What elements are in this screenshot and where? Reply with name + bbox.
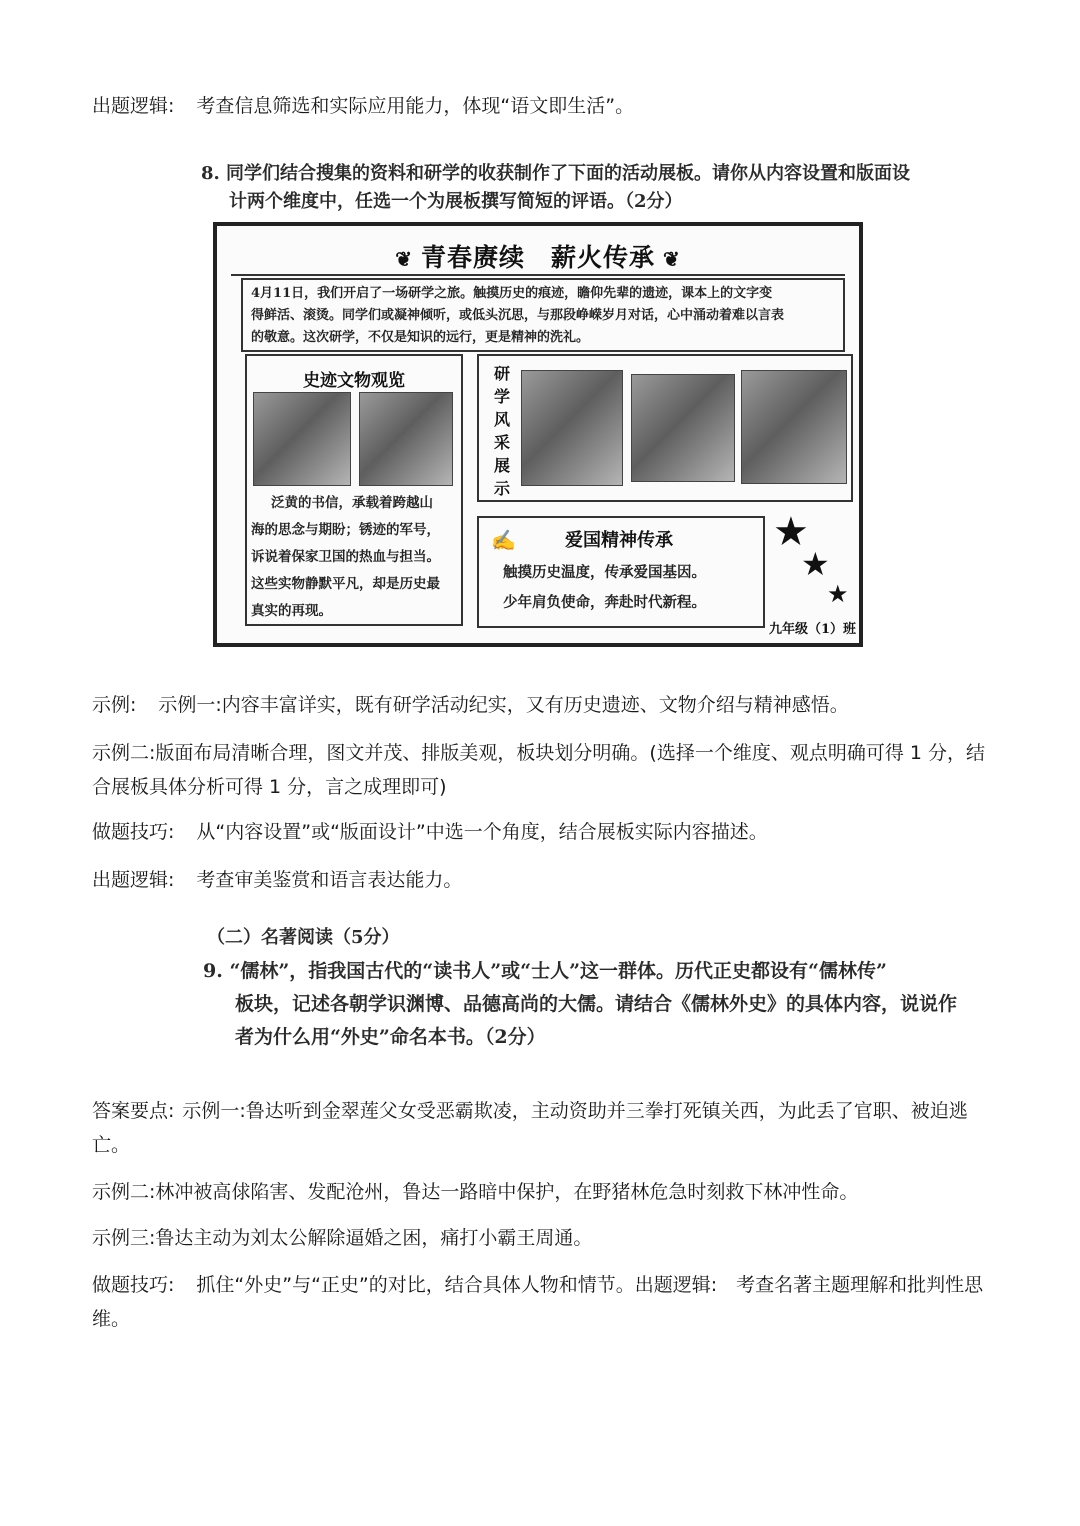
study-tour-photo [741,370,847,484]
tip-label: 做题技巧: [92,821,175,843]
pen-icon: ✍ [491,528,516,552]
q8-line-2: 计两个维度中，任选一个为展板撰写简短的评语。（2分） [229,191,683,212]
letters-photo [253,392,351,486]
board-intro-box [241,278,845,352]
tip-text: 从“内容设置”或“版面设计”中选一个角度，结合展板实际内容描述。 [196,821,768,843]
class-label: 九年级（1）班 [769,622,857,637]
patriot-text [503,558,706,618]
study-tour-title-char: 研 [493,364,510,383]
q8-logic [92,863,462,897]
logic-text: 考查信息筛选和实际应用能力，体现“语文即生活”。 [196,95,635,117]
bugle-photo [359,392,453,486]
leaf-ornament-icon: ❦ [395,247,413,271]
board-intro-line: 得鲜活、滚烫。同学们或凝神倾听，或低头沉思，与那段峥嵘岁月对话，心中涌动着难以言表 [251,308,785,323]
q9-example1 [92,1094,1002,1162]
q9-example3: 示例三:鲁达主动为刘太公解除逼婚之困，痛打小霸王周通。 [92,1227,593,1249]
leaf-ornament-icon: ❦ [663,247,681,271]
study-tour-title-char: 风 [493,410,510,429]
key-points-label: 答案要点: [92,1100,175,1122]
patriot-line: 少年肩负使命，奔赴时代新程。 [503,594,706,611]
star-icon: ★ [827,580,849,608]
q8-example1 [92,688,849,722]
star-icon: ★ [801,545,830,583]
board-title-row [217,238,859,274]
q8-example2: 示例二:版面布局清晰合理，图文并茂、排版美观，板块划分明确。(选择一个维度、观点明确可得 1 分，结合展板具体分析可得 1 分，言之成理即可) [92,742,985,798]
logic-text: 考查审美鉴赏和语言表达能力。 [196,869,463,891]
study-tour-title-char: 学 [493,387,510,406]
q9-line-3: 者为什么用“外史”命名本书。（2分） [235,1026,546,1048]
q8-line-1: 8. 同学们结合搜集的资料和研学的收获制作了下面的活动展板。请你从内容设置和版面设 [201,163,911,184]
logic-line-top [92,89,634,123]
q9-section-title: （二）名著阅读（5分） [207,927,400,948]
tip-label: 做题技巧: [92,1274,175,1296]
example1-text: 示例一:内容丰富详实，既有研学活动纪实，又有历史遗迹、文物介绍与精神感悟。 [158,694,849,716]
board-intro-line: 的敬意。这次研学，不仅是知识的远行，更是精神的洗礼。 [251,330,590,345]
study-tour-panel [477,354,853,502]
q8-tip [92,815,768,849]
relics-title: 史迹文物观览 [303,371,405,391]
study-tour-title-char: 示 [493,479,510,498]
patriot-panel [477,516,765,628]
relics-caption-line: 诉说着保家卫国的热血与担当。 [251,549,440,565]
q9-line-2: 板块，记述各朝学识渊博、品德高尚的大儒。请结合《儒林外史》的具体内容，说说作 [235,993,958,1015]
patriot-title: 爱国精神传承 [565,530,673,551]
relics-caption [247,490,461,625]
q9-example1-text: 示例一:鲁达听到金翠莲父女受恶霸欺凌，主动资助并三拳打死镇关西，为此丢了官职、被迫逃亡。 [92,1100,968,1156]
study-tour-photo [521,370,623,486]
q9-example2: 示例二:林冲被高俅陷害、发配沧州，鲁达一路暗中保护，在野猪林危急时刻救下林冲性命。 [92,1181,859,1203]
example-label: 示例: [92,694,137,716]
relics-caption-line: 真实的再现。 [251,603,332,619]
study-tour-title-char: 采 [493,433,510,452]
patriot-line: 触摸历史温度，传承爱国基因。 [503,564,706,581]
study-tour-title-char: 展 [493,456,510,475]
logic-label: 出题逻辑: [92,95,175,117]
q9-line-1: 9. “儒林”，指我国古代的“读书人”或“士人”这一群体。历代正史都设有“儒林传” [203,960,887,982]
activity-board [213,222,863,647]
relics-caption-line: 泛黄的书信，承载着跨越山 [271,495,433,511]
logic-label: 出题逻辑: [92,869,175,891]
study-tour-photo [631,374,735,482]
title-divider [231,274,845,276]
relics-caption-line: 海的思念与期盼；锈迹的军号， [251,522,440,538]
board-title: 青春赓续 薪火传承 [420,243,655,272]
star-icon: ★ [773,509,809,555]
board-intro-line: 4月11日，我们开启了一场研学之旅。触摸历史的痕迹，瞻仰先辈的遗迹，课本上的文字变 [251,286,773,301]
relics-panel [245,354,463,626]
q9-tip [92,1268,1002,1336]
relics-caption-line: 这些实物静默平凡，却是历史最 [251,576,440,592]
q9-tip-text: 抓住“外史”与“正史”的对比，结合具体人物和情节。出题逻辑: 考查名著主题理解和批判性思维。 [92,1274,984,1330]
